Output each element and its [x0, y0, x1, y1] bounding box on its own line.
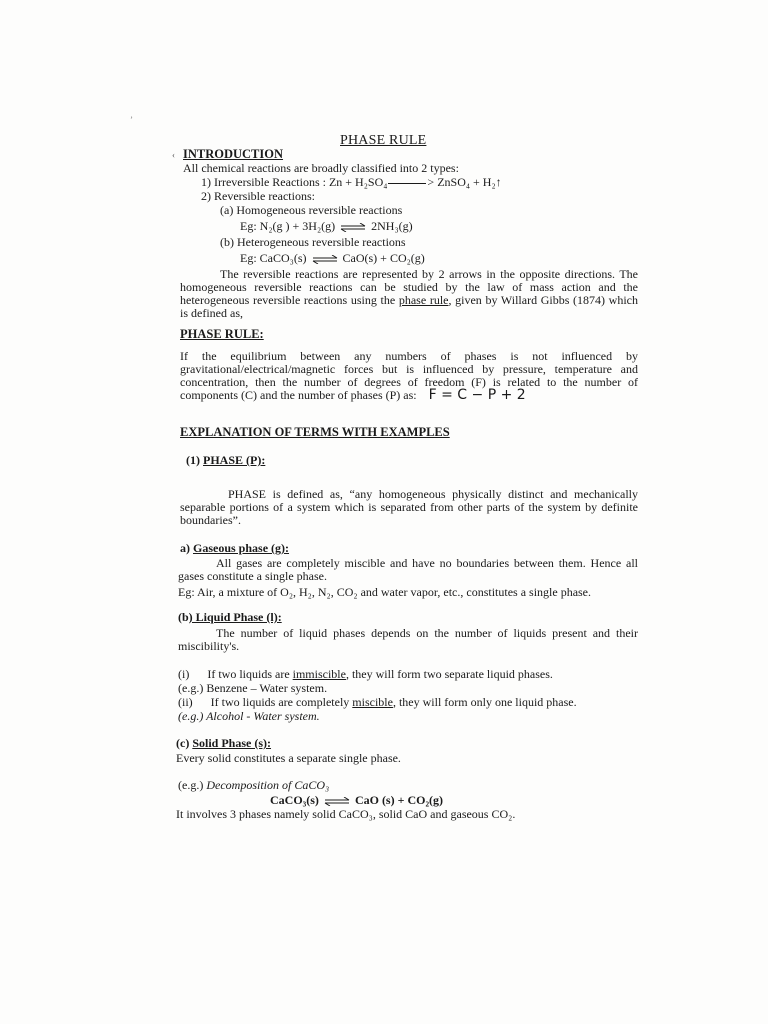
homogeneous-example	[240, 220, 413, 233]
phase-heading: PHASE (P):	[203, 453, 266, 467]
long-arrow-icon	[388, 183, 426, 184]
gaseous-example: Eg: Air, a mixture of O₂, H₂, N₂, CO₂ and water vapor, etc., constitutes a single phase.	[178, 585, 592, 599]
decomposition-products: CaO (s) + CO₂(g)	[354, 793, 444, 807]
gaseous-heading: Gaseous phase (g):	[193, 541, 290, 555]
liquid-heading: ) Liquid Phase (l):	[188, 610, 282, 624]
intro-paragraph	[180, 268, 638, 320]
liquid-subheading	[178, 611, 282, 624]
immiscible-prefix: (i) If two liquids are	[178, 667, 293, 681]
page-title: PHASE RULE	[340, 133, 427, 148]
phase-subheading	[186, 454, 265, 467]
immiscible-example: (e.g.) Benzene – Water system.	[178, 681, 328, 695]
scan-speck: ’	[130, 115, 133, 125]
immiscible-term: immiscible	[292, 667, 346, 681]
heterogeneous-label: (b) Heterogeneous reversible reactions	[220, 235, 406, 249]
solid-subheading	[176, 737, 271, 750]
gaseous-text: All gases are completely miscible and have no boundaries between them. Hence all gases constitute a single phase.	[178, 556, 638, 583]
intro-line: All chemical reactions are broadly classified into 2 types:	[183, 161, 459, 175]
irreversible-item	[201, 176, 502, 189]
miscible-suffix: , they will form only one liquid phase.	[392, 695, 577, 709]
decomposition-reactant: CaCO₃(s)	[270, 793, 319, 807]
phase-definition: PHASE is defined as, “any homogeneous physically distinct and mechanically separable portions of a system which is separated from other parts of the system by definite boundaries”.	[180, 487, 638, 527]
homogeneous-label: (a) Homogeneous reversible reactions	[220, 203, 403, 217]
phase-rule-term: phase rule	[398, 293, 449, 307]
phase-rule-definition: If the equilibrium between any numbers of phases is not influenced by gravitational/electrical/magnetic forces but is influenced by pressure, temperature and concentration, then the number of degrees of freedom (F) is related to the number of components (C) and the number of phases (P) as:	[180, 349, 638, 402]
gaseous-label: a)	[180, 541, 193, 555]
explanation-heading: EXPLANATION OF TERMS WITH EXAMPLES	[180, 425, 450, 439]
solid-example-line	[178, 779, 329, 792]
equilibrium-arrow-icon	[311, 255, 339, 264]
homogeneous-products: 2NH₃(g)	[371, 219, 413, 233]
equilibrium-arrow-icon	[323, 797, 351, 806]
irreversible-products: > ZnSO₄ + H₂↑	[427, 175, 502, 189]
irreversible-label: 1) Irreversible Reactions : Zn + H₂SO₄	[201, 175, 388, 189]
intro-heading: INTRODUCTION	[183, 147, 284, 161]
reversible-item: 2) Reversible reactions:	[201, 189, 315, 203]
gaseous-subheading	[180, 542, 289, 555]
phase-rule-text	[180, 350, 638, 402]
solid-eg-text: Decomposition of CaCO₃	[206, 778, 330, 792]
solid-text: Every solid constitutes a separate single phase.	[176, 751, 401, 765]
heterogeneous-products: CaO(s) + CO₂(g)	[342, 251, 425, 265]
solid-label: (c)	[176, 736, 193, 750]
scan-speck: ‹	[172, 150, 175, 160]
liquid-text: The number of liquid phases depends on the number of liquids present and their miscibility's.	[178, 626, 638, 653]
immiscible-case	[178, 668, 553, 681]
heterogeneous-reactant: Eg: CaCO₃(s)	[240, 251, 307, 265]
phase-number: (1)	[186, 453, 203, 467]
miscible-term: miscible	[352, 695, 393, 709]
phase-rule-formula: F = C − P + 2	[428, 387, 526, 403]
miscible-case	[178, 696, 638, 709]
solid-eg-label: (e.g.)	[178, 778, 207, 792]
heterogeneous-example	[240, 252, 425, 265]
solid-heading: Solid Phase (s):	[192, 736, 272, 750]
immiscible-suffix: , they will form two separate liquid phases.	[345, 667, 553, 681]
liquid-label: (b	[178, 610, 189, 624]
miscible-example: (e.g.) Alcohol - Water system.	[178, 709, 320, 723]
solid-conclusion: It involves 3 phases namely solid CaCO₃, solid CaO and gaseous CO₂.	[176, 807, 516, 821]
phase-rule-heading: PHASE RULE:	[180, 327, 264, 341]
equilibrium-arrow-icon	[339, 223, 367, 232]
miscible-prefix: (ii) If two liquids are completely	[178, 695, 353, 709]
decomposition-equation	[270, 794, 443, 807]
intro-para-end: , given by Willard Gibbs (1874) which is defined as,	[180, 293, 639, 320]
homogeneous-reactants: Eg: N₂(g ) + 3H₂(g)	[240, 219, 336, 233]
intro-para-start: The reversible reactions are represented by 2 arrows in the opposite directions. The homogeneous reversible reactions can be studied by the law of mass action and the heterogeneous reversible reactions using the	[180, 267, 638, 307]
